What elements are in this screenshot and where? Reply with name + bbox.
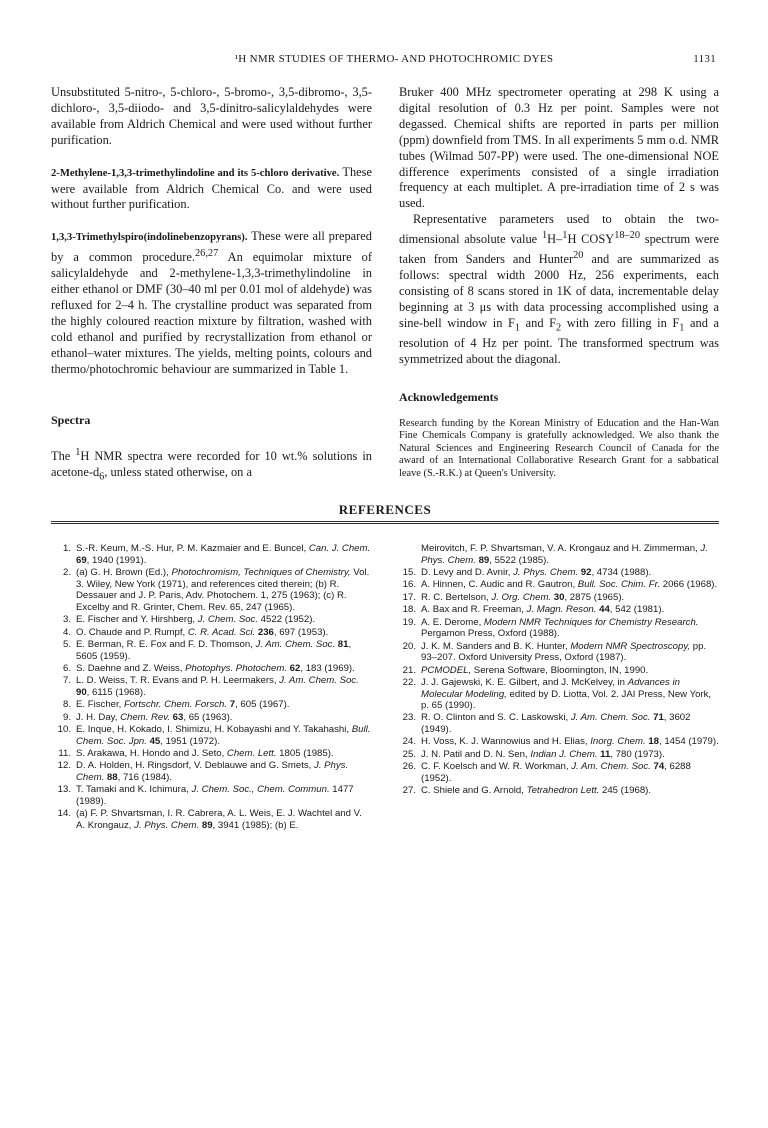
reference-authors: J. H. Day, [76,711,121,723]
reference-volume: 236 [255,626,274,638]
reference-details: , 4734 (1988). [591,566,652,578]
reference-item [396,641,719,664]
reference-details: edited by D. Liotta, Vol. 2. JAI Press, New York, p. 65 (1990). [421,688,712,712]
reference-journal: J. Am. Chem. Soc. [571,761,651,773]
reference-details: 2066 (1968). [660,579,718,591]
reference-details: , 1951 (1972). [160,735,221,747]
reference-journal: Can. J. Chem. [308,543,371,554]
reference-authors: T. Tamaki and K. Ichimura, [76,784,192,796]
reference-number: 27. [402,785,416,797]
reference-authors: J. N. Patil and D. N. Sen, [421,748,531,760]
reference-details: Serena Software, Bloomington, IN, 1990. [471,664,649,676]
reference-volume: 44 [596,604,610,616]
paragraph-spectrometer: Bruker 400 MHz spectrometer operating at 298 K using a digital resolution of 0.3 Hz per point. Samples were not degassed. Chemical shifts are reported in parts per million (ppm) downfield from TMS. In all experiments 5 mm o.d. NMR tubes (Wilmad 507-PP) were used. The one-dimensional NOE difference experiments consisted of a single irradiation frequency at each multiplet. A pre-irradiation time of 2 s was used. [399,85,719,211]
reference-item [51,724,371,747]
reference-details: , 3941 (1985); (b) E. [212,820,299,832]
paragraph-methylene-indoline: 2-Methylene-1,3,3-trimethylindoline and its 5-chloro derivative. These were available from Aldrich Chemical Co. and were used without further purification. [51,164,372,212]
reference-details: 4522 (1952). [258,614,316,626]
acknowledgements-text: Research funding by the Korean Ministry of Education and the Han-Wan Fine Chemicals Company is gratefully acknowledged. We also thank the Natural Sciences and Engineering Research Council of Canada for the award of an International Collaborative Research Grant for a sabbatical leave (S.-R.K.) at Queen's University. [399,418,719,479]
reference-authors: O. Chaude and P. Rumpf, [76,626,188,638]
reference-journal: Modern NMR Spectroscopy, [570,640,691,652]
reference-authors: D. A. Holden, H. Ringsdorf, V. Deblauwe and G. Smets, [76,760,315,772]
reference-details: , 5605 (1959). [76,638,352,662]
reference-journal: Fortschr. Chem. Forsch. [123,699,228,711]
reference-volume: 81 [335,638,349,650]
reference-details: , 183 (1969). [300,662,355,674]
reference-volume: 92 [578,566,592,578]
page-number: 1131 [693,53,716,65]
reference-journal: C. R. Acad. Sci. [187,626,256,638]
reference-authors: J. K. M. Sanders and B. K. Hunter, [421,640,571,652]
reference-details: , 697 (1953). [273,626,329,638]
reference-details: , 716 (1984). [117,772,173,784]
reference-volume: 63 [170,711,184,723]
left-text-column [51,85,372,485]
reference-number: 21. [402,664,416,676]
reference-journal: Photophys. Photochem. [185,662,288,674]
reference-authors: E. Fischer and Y. Hirshberg, [76,614,198,626]
reference-details: Pergamon Press, Oxford (1988). [421,628,560,640]
reference-details: 1477 (1989). [76,784,354,808]
reference-authors: C. F. Koelsch and W. R. Workman, [421,761,572,773]
reference-number: 6. [62,662,71,674]
reference-item [51,760,371,783]
reference-journal: Inorg. Chem. [590,736,646,748]
reference-journal: J. Am. Chem. Soc. [255,638,336,650]
run-in-heading: 2-Methylene-1,3,3-trimethylindoline and its 5-chloro derivative. [51,167,340,179]
reference-item [396,604,719,616]
reference-authors: E. Inque, H. Kokado, I. Shimizu, H. Kobayashi and Y. Takahashi, [76,724,352,736]
reference-journal: J. Phys. Chem. [513,566,579,578]
reference-item [396,712,719,735]
reference-journal: Photochromism, Techniques of Chemistry, [171,566,351,578]
reference-item [51,663,371,675]
reference-details: , 1940 (1991). [86,554,147,566]
reference-details: , 542 (1981). [609,604,665,616]
reference-item [396,543,719,566]
reference-journal: Tetrahedron Lett. [526,785,600,797]
reference-number: 19. [402,616,416,628]
reference-item [396,736,719,748]
reference-item [396,761,719,784]
reference-details: Vol. 3. Wiley, New York (1971), and references cited therein; (b) R. Dessauer and J. P. Paris, Adv. Photochem. 1, 275 (1963); (c) R. Excelby and R. Grinter, Chem. Rev. 65, 247 (1965). [76,566,370,613]
reference-volume: 89 [475,554,490,566]
reference-journal: Modern NMR Techniques for Chemistry Research. [483,616,699,628]
reference-details: , 2875 (1965). [564,591,625,603]
reference-volume: 90 [76,686,87,698]
reference-list-right [396,543,719,798]
reference-journal: J. Org. Chem. [491,591,552,603]
reference-authors: L. D. Weiss, T. R. Evans and P. H. Leermakers, [76,675,280,687]
reference-volume: 74 [650,761,665,773]
reference-item [396,677,719,712]
reference-details: , 6288 (1952). [421,761,691,784]
reference-number: 13. [57,784,71,796]
reference-details: , 1454 (1979). [659,736,719,748]
running-title: ¹H NMR STUDIES OF THERMO- AND PHOTOCHROMIC DYES [234,53,554,65]
reference-list-left [51,543,371,832]
running-header [60,53,728,69]
reference-item [396,567,719,579]
reference-item [51,784,371,807]
reference-item [51,748,371,760]
reference-authors: E. Fischer, [76,699,124,711]
references-heading: REFERENCES [338,502,432,517]
references-rule [51,523,719,524]
reference-journal: Bull. Soc. Chim. Fr. [577,579,661,591]
reference-item [396,785,719,797]
reference-number: 9. [62,711,71,723]
reference-volume: 45 [146,735,161,747]
reference-details: 245 (1968). [599,785,652,797]
reference-details: , 6115 (1968). [86,686,146,698]
paragraph-spectra: The $^1$H NMR spectra were recorded for 10 wt.% solutions in acetone-$d_6$, unless stated otherwise, on a [51,446,372,483]
reference-journal: J. Am. Chem. Soc. [279,675,359,687]
reference-authors: D. Levy and D. Avnir, [421,566,514,578]
reference-item [51,712,371,724]
reference-number: 8. [62,699,71,711]
reference-journal: Indian J. Chem. [530,748,598,760]
reference-volume: 30 [551,591,565,603]
reference-number: 5. [62,638,71,650]
reference-number: 23. [402,712,416,724]
reference-authors: Meirovitch, F. P. Shvartsman, V. A. Krongauz and H. Zimmerman, [421,543,701,554]
reference-number: 10. [57,724,71,736]
reference-journal: PCMODEL, [421,664,472,676]
reference-journal: J. Phys. Chem. [134,820,200,832]
reference-volume: 89 [199,820,213,832]
run-in-heading: 1,3,3-Trimethylspiro(indolinebenzopyrans). [51,232,248,244]
reference-number: 24. [402,736,416,748]
reference-journal: Chem. Lett. [226,748,277,760]
reference-details: , 605 (1967). [235,699,290,711]
reference-volume: 69 [76,554,87,566]
reference-authors: H. Voss, K. J. Wannowius and H. Elias, [421,736,591,748]
reference-number: 7. [62,675,71,687]
reference-journal: J. Phys. Chem. [76,760,349,784]
reference-journal: Chem. Rev. [120,711,171,723]
reference-number: 20. [402,640,416,652]
reference-journal: Bull. Chem. Soc. Jpn. [76,724,371,747]
reference-number: 11. [58,748,71,760]
reference-number: 1. [62,543,71,554]
reference-authors: A. Bax and R. Freeman, [421,604,527,616]
reference-volume: 7 [227,699,236,711]
reference-details: , 3602 (1949). [421,712,691,736]
section-heading-acknowledgements: Acknowledgements [399,390,499,405]
reference-item [51,808,371,831]
reference-authors: R. O. Clinton and S. C. Laskowski, [421,712,571,724]
reference-volume: 88 [104,772,118,784]
reference-authors: E. Berman, R. E. Fox and F. D. Thomson, [76,638,256,650]
reference-number: 17. [402,591,416,603]
reference-journal: J. Chem. Soc. [197,614,259,626]
citation-superscript: 26,27 [195,248,219,260]
reference-item [51,543,371,566]
reference-number: 16. [402,579,416,591]
reference-item [51,567,371,613]
reference-number: 14. [57,808,71,820]
reference-number: 26. [402,761,416,773]
reference-number: 12. [57,760,71,772]
reference-item [396,665,719,677]
reference-authors: J. J. Gajewski, K. E. Gilbert, and J. McKelvey, in [421,676,628,688]
reference-volume: 11 [597,748,611,760]
reference-item [396,749,719,761]
reference-number: 2. [62,566,71,578]
reference-number: 15. [402,566,416,578]
section-heading-spectra: Spectra [51,412,91,427]
reference-item [51,639,371,662]
reference-item [51,614,371,626]
right-text-column [399,85,719,480]
reference-details: , 65 (1963). [183,711,233,723]
reference-item [396,617,719,640]
reference-authors: R. C. Bertelson, [421,591,492,603]
paragraph-spiropyran-synthesis: 1,3,3-Trimethylspiro(indolinebenzopyrans). These were all prepared by a common procedure.$^{26,27}$ An equimolar mixture of salicylaldehyde and 2-methylene-1,3,3-trimethylindoline in either ethanol or DMF (30–40 ml per 0.01 mol of aldehyde) was refluxed for 2–4 h. The crystalline product was separated from the highly coloured reaction mixture by filtration, washed with cold ethanol and purified by recrystallization from ethanol or ethanol–water mixtures. The yields, melting points, colours and thermo/photochromic behaviour are summarized in Table 1. [51,229,372,376]
reference-details: 1805 (1985). [276,748,334,760]
reference-authors: A. E. Derome, [421,616,484,628]
reference-authors: A. Hinnen, C. Audic and R. Gautron, [421,579,578,591]
reference-number: 25. [402,748,416,760]
reference-volume: 62 [287,662,301,674]
reference-item [51,627,371,639]
references-rule [51,521,719,522]
reference-journal: Advances in Molecular Modeling, [421,676,680,700]
paragraph-salicylaldehydes: Unsubstituted 5-nitro-, 5-chloro-, 5-bromo-, 3,5-dibromo-, 3,5-dichloro-, 3,5-diiodo- and 3,5-dinitro-salicylaldehydes were available from Aldrich Chemical and were used without further purification. [51,85,372,147]
reference-details: , 780 (1973). [610,748,665,760]
reference-item [51,675,371,698]
reference-journal: J. Magn. Reson. [526,604,597,616]
reference-authors: S. Daehne and Z. Weiss, [76,662,186,674]
reference-volume: 71 [650,712,664,724]
reference-authors: S. Arakawa, H. Hondo and J. Seto, [76,748,227,760]
reference-details: pp. 93–207. Oxford University Press, Oxford (1987). [421,640,707,664]
reference-journal: J. Chem. Soc., Chem. Commun. [191,784,330,796]
reference-number: 18. [402,604,416,616]
reference-journal: J. Am. Chem. Soc. [570,712,651,724]
reference-item [396,579,719,591]
reference-authors: C. Shiele and G. Arnold, [421,785,527,797]
reference-number: 3. [62,614,71,626]
reference-item [396,592,719,604]
reference-authors: (a) F. P. Shvartsman, I. R. Cabrera, A. L. Weis, E. J. Wachtel and V. A. Krongauz, [76,808,362,832]
reference-journal: J. Phys. Chem. [421,543,708,566]
reference-item [51,699,371,711]
reference-authors: S.-R. Keum, M.-S. Hur, P. M. Kazmaier and E. Buncel, [76,543,309,554]
reference-number: 22. [402,676,416,688]
reference-details: , 5522 (1985). [489,554,550,566]
reference-number: 4. [62,626,71,638]
reference-authors: (a) G. H. Brown (Ed.), [76,566,172,578]
reference-volume: 18 [645,736,660,748]
paragraph-cosy-parameters: Representative parameters used to obtain the two-dimensional absolute value $^1$H–$^1$H COSY$^{18-20}$ spectrum were taken from Sanders and Hunter$^{20}$ and are summarized as follows: spectral width 2000 Hz, 256 experiments, each consisting of 8 scans stored in 1K of data, incrementable delay beginning at 3 μs with data processing accomplished using a sine-bell window in $F_1$ and $F_2$ with zero filling in $F_1$ and a resolution of 4 Hz per point. The transformed spectrum was symmetrized about the diagonal. [399,212,719,367]
